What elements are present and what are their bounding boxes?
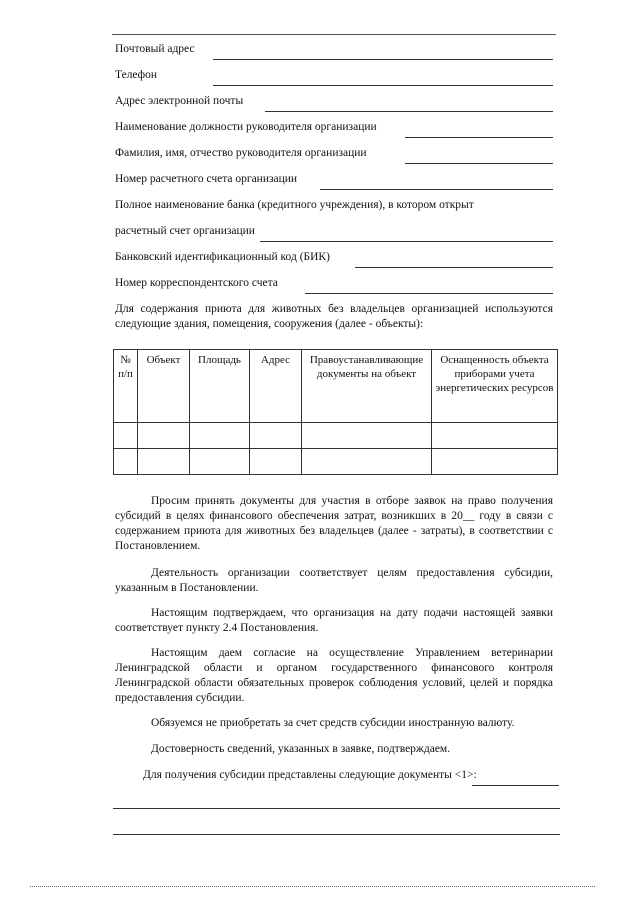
objects-intro: Для содержания приюта для животных без владельцев организацией используются следующие здания, помещения, сооружения (далее - объекты): — [115, 303, 553, 330]
corr-account-field[interactable] — [305, 293, 553, 294]
col-address-header: Адрес — [250, 350, 302, 423]
phone-field[interactable] — [213, 85, 553, 86]
table-cell[interactable] — [250, 423, 302, 449]
activity-paragraph: Деятельность организации соответствует целям предоставления субсидии, указанным в Постановлении. — [115, 567, 553, 594]
bik-field[interactable] — [355, 267, 553, 268]
table-cell[interactable] — [114, 449, 138, 475]
documents-label: Для получения субсидии представлены следующие документы <1>: — [143, 769, 477, 781]
col-area-header: Площадь — [190, 350, 250, 423]
documents-blank-line-2[interactable] — [113, 834, 560, 835]
col-title-docs-header: Правоустанавливающие документы на объект — [302, 350, 432, 423]
postal-address-label: Почтовый адрес — [115, 43, 195, 55]
bank-name-label-line1: Полное наименование банка (кредитного учреждения), в котором открыт — [115, 199, 474, 211]
table-cell[interactable] — [250, 449, 302, 475]
postal-address-field[interactable] — [213, 59, 553, 60]
head-position-label: Наименование должности руководителя организации — [115, 121, 377, 133]
table-cell[interactable] — [190, 423, 250, 449]
reliability-paragraph: Достоверность сведений, указанных в заявке, подтверждаем. — [151, 743, 451, 755]
corr-account-label: Номер корреспондентского счета — [115, 277, 278, 289]
page-bottom-rule — [30, 886, 595, 887]
request-paragraph: Просим принять документы для участия в отборе заявок на право получения субсидий в целях финансового обеспечения затрат, возникших в 20__ году в связи с содержанием приюта для животных без владельцев (далее - затраты), в соответствии с Постановлением. — [115, 495, 553, 552]
objects-table — [113, 349, 558, 475]
col-object-header: Объект — [138, 350, 190, 423]
head-name-field[interactable] — [405, 163, 553, 164]
table-cell[interactable] — [432, 449, 558, 475]
table-cell[interactable] — [114, 423, 138, 449]
col-metering-header: Оснащенность объекта приборами учета энергетических ресурсов — [432, 350, 558, 423]
bik-label: Банковский идентификационный код (БИК) — [115, 251, 330, 263]
table-cell[interactable] — [190, 449, 250, 475]
table-cell[interactable] — [138, 423, 190, 449]
bank-name-label-line2: расчетный счет организации — [115, 225, 255, 237]
account-number-label: Номер расчетного счета организации — [115, 173, 298, 185]
consent-paragraph: Настоящим даем согласие на осуществление Управлением ветеринарии Ленинградской области и органом государственного финансового контроля Ленинградской области обязательных проверок соблюдения условий, целей и порядка предоставления субсидии. — [115, 647, 553, 704]
table-cell[interactable] — [302, 423, 432, 449]
currency-paragraph: Обязуемся не приобретать за счет средств субсидии иностранную валюту. — [151, 717, 515, 729]
head-position-field[interactable] — [405, 137, 553, 138]
account-number-field[interactable] — [320, 189, 553, 190]
col-number-header: № п/п — [114, 350, 138, 423]
table-cell[interactable] — [432, 423, 558, 449]
email-field[interactable] — [265, 111, 553, 112]
table-row — [114, 449, 558, 475]
confirm-paragraph: Настоящим подтверждаем, что организация на дату подачи настоящей заявки соответствует пункту 2.4 Постановления. — [115, 607, 553, 634]
table-cell[interactable] — [138, 449, 190, 475]
phone-label: Телефон — [115, 69, 158, 81]
bank-name-field[interactable] — [260, 241, 553, 242]
top-rule — [112, 34, 556, 35]
email-label: Адрес электронной почты — [115, 95, 244, 107]
documents-field[interactable] — [472, 785, 559, 786]
head-name-label: Фамилия, имя, отчество руководителя организации — [115, 147, 367, 159]
table-header-row — [114, 350, 558, 423]
table-row — [114, 423, 558, 449]
documents-blank-line-1[interactable] — [113, 808, 560, 809]
table-cell[interactable] — [302, 449, 432, 475]
